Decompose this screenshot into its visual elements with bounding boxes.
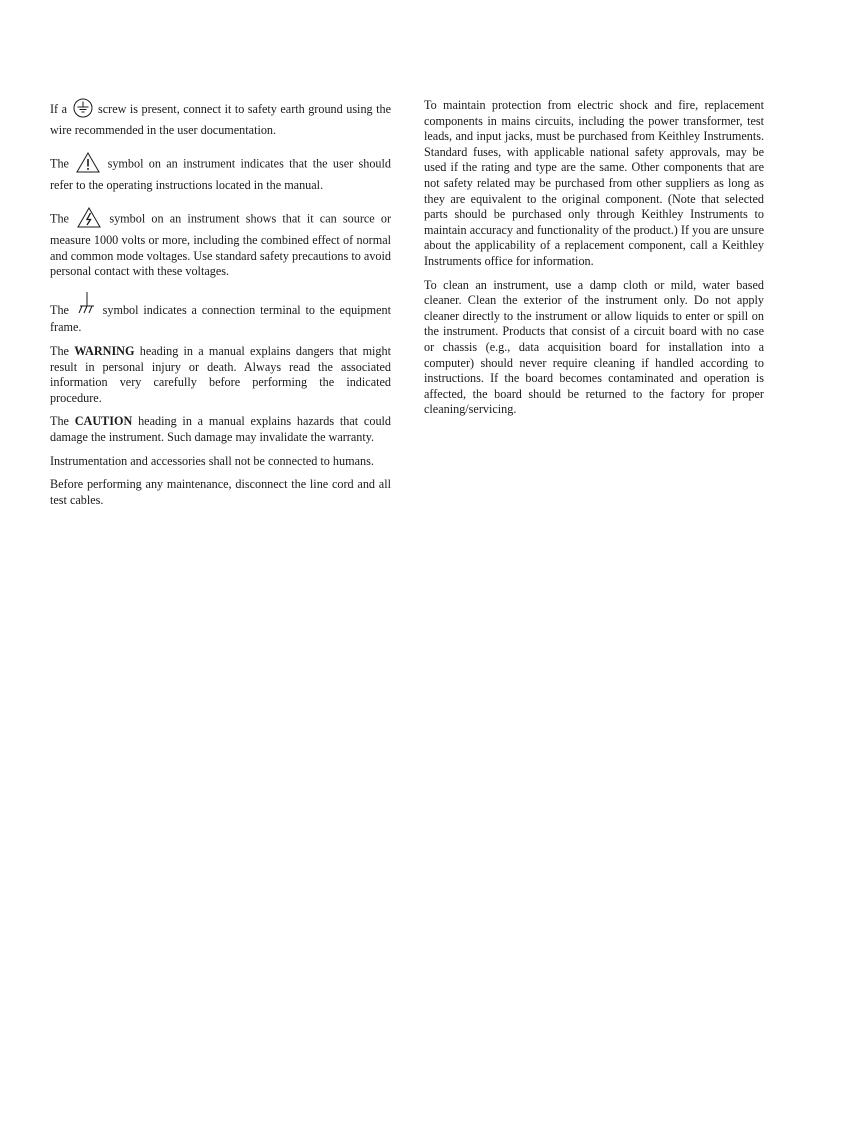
high-voltage-triangle-icon <box>77 207 101 233</box>
protective-earth-icon <box>73 98 93 123</box>
frame-post-text: symbol indicates a connection terminal to the equipment frame. <box>50 302 392 335</box>
frame-terminal-icon <box>76 292 96 321</box>
caution-heading-pre-text: The <box>50 414 69 429</box>
caution-post-text: symbol on an instrument indicates that the user should refer to the operating instructions located in the manual. <box>50 156 392 192</box>
caution-keyword: CAUTION <box>74 414 133 429</box>
warning-heading-paragraph <box>50 344 391 406</box>
warning-keyword: WARNING <box>74 343 135 358</box>
earth-screw-paragraph <box>50 98 391 138</box>
caution-heading-paragraph <box>50 414 391 445</box>
replacement-components-paragraph: To maintain protection from electric shock and fire, replacement components in mains circuits, including the power transformer, test leads, and input jacks, must be purchased from Keithley Instruments. Standard fuses, with applicable national safety approvals, may be used if the rating and type are the same. Other components that are not safety related may be purchased from other suppliers as long as they are equivalent to the original component. (Note that selected parts should be purchased only through Keithley Instruments to maintain accuracy and functionality of the product.) If you are unsure about the applicability of a replacement component, call a Keithley Instruments office for information. <box>424 98 764 268</box>
caution-triangle-icon <box>76 152 100 178</box>
caution-heading-post-text: heading in a manual explains hazards that could damage the instrument. Such damage may invalidate the warranty. <box>50 414 392 444</box>
cleaning-paragraph: To clean an instrument, use a damp cloth or mild, water based cleaner. Clean the exterior of the instrument only. Do not apply cleaner directly to the instrument or allow liquids to enter or spill on the instrument. Products that consist of a circuit board with no case or chassis (e.g., data acquisition board for installation into a computer) should never require cleaning if handled according to instructions. If the board becomes contaminated and operation is affected, the board should be returned to the factory for proper cleaning/servicing. <box>424 277 764 417</box>
high-voltage-paragraph <box>50 207 391 279</box>
earth-pre-text: If a <box>50 102 68 117</box>
maintenance-paragraph: Before performing any maintenance, disconnect the line cord and all test cables. <box>50 477 391 507</box>
warning-post-text: heading in a manual explains dangers that might result in personal injury or death. Always read the associated information very carefully before performing the indicated procedure. <box>50 343 392 405</box>
humans-paragraph: Instrumentation and accessories shall not be connected to humans. <box>50 453 374 468</box>
warning-pre-text: The <box>50 343 69 358</box>
caution-symbol-paragraph <box>50 152 391 193</box>
hv-pre-text: The <box>50 211 69 226</box>
caution-pre-text: The <box>50 156 69 171</box>
frame-pre-text: The <box>50 302 69 317</box>
earth-post-text: screw is present, connect it to safety earth ground using the wire recommended in the user documentation. <box>50 102 392 137</box>
hv-post-text: symbol on an instrument shows that it can source or measure 1000 volts or more, including the combined effect of normal and common mode voltages. Use standard safety precautions to avoid personal contact with these voltages. <box>50 211 392 279</box>
frame-terminal-paragraph <box>50 292 391 336</box>
left-column <box>50 98 391 516</box>
right-column <box>424 98 764 426</box>
